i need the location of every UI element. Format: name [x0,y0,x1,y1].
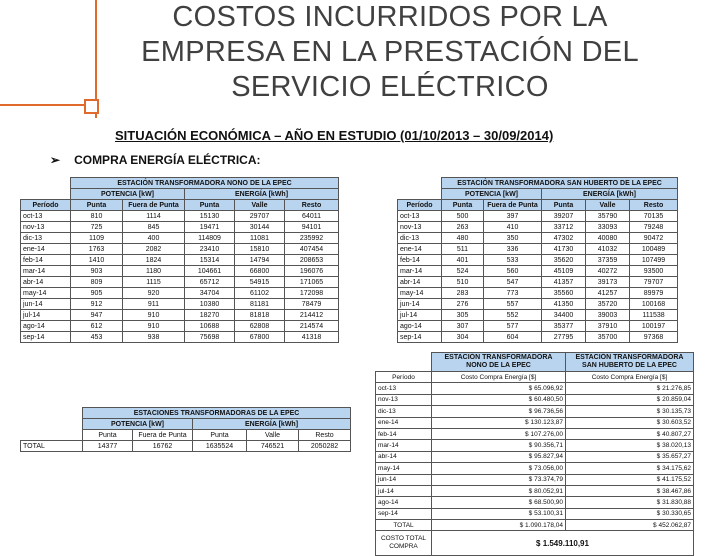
cell: 920 [123,288,185,299]
table-row [398,211,678,222]
cell: 557 [484,299,542,310]
cell: 30144 [235,222,285,233]
table-row [376,508,694,519]
cell: 938 [123,332,185,343]
cell: 37910 [586,321,630,332]
cell: $ 38.020,13 [566,440,694,451]
cell: 2050282 [299,441,351,452]
column-header: Fuera de Punta [484,200,542,211]
grand-total-row [376,531,694,556]
cell: 235992 [285,233,339,244]
column-header: Resto [299,430,351,441]
cell: $ 30.603,52 [566,417,694,428]
column-header-row [398,200,678,211]
cell: 1180 [123,266,185,277]
cell: 114809 [185,233,235,244]
bullet-text: COMPRA ENERGÍA ELÉCTRICA: [74,153,261,167]
cell: 845 [123,222,185,233]
cell: 15810 [235,244,285,255]
table-row [376,428,694,439]
table-row [376,497,694,508]
cell: $ 35.657,27 [566,451,694,462]
cell: 16762 [133,441,193,452]
cell: $ 90.356,71 [432,440,566,451]
column-header: Fuera de Punta [123,200,185,211]
group-header: POTENCIA [kW] [71,189,185,200]
table-row [398,222,678,233]
row-label: COSTO TOTAL COMPRA [376,531,432,556]
cell: 33712 [542,222,586,233]
table-san-huberto [397,177,678,343]
group-header: ENERGÍA [kWh] [542,189,678,200]
cell: 39207 [542,211,586,222]
table-title: ESTACIÓN TRANSFORMADORA NONO DE LA EPEC [71,178,339,189]
cell: 1410 [71,255,123,266]
cell: 35560 [542,288,586,299]
cell: 100197 [630,321,678,332]
cell: 90472 [630,233,678,244]
cell: 35720 [586,299,630,310]
cell: 910 [123,310,185,321]
cell: 552 [484,310,542,321]
column-header-row [21,200,339,211]
cell: 10380 [185,299,235,310]
table-row [21,266,339,277]
cell: $ 73.056,00 [432,463,566,474]
cell: 510 [442,277,484,288]
column-header: Valle [247,430,299,441]
table-row [21,321,339,332]
table-row [376,417,694,428]
table-row [376,406,694,417]
table-row [376,485,694,496]
period-cell: nov-13 [398,222,442,233]
period-cell: oct-13 [398,211,442,222]
table-row [376,383,694,394]
period-cell: sep-14 [21,332,71,343]
period-cell: feb-14 [21,255,71,266]
period-cell: mar-14 [376,440,432,451]
cell: 746521 [247,441,299,452]
cell: $ 1.090.178,04 [432,520,566,531]
period-cell: ago-14 [398,321,442,332]
cell: $ 30.330,65 [566,508,694,519]
cell: 41730 [542,244,586,255]
cell: $ 21.276,85 [566,383,694,394]
table-row [21,233,339,244]
total-row [376,520,694,531]
cell: 70135 [630,211,678,222]
table-row [21,288,339,299]
grand-total-value: $ 1.549.110,91 [432,531,694,556]
cell: $ 40.807,27 [566,428,694,439]
cell: $ 130.123,87 [432,417,566,428]
cell: 1824 [123,255,185,266]
cell: 35620 [542,255,586,266]
period-cell: ene-14 [398,244,442,255]
column-header: Punta [542,200,586,211]
cell: 41350 [542,299,586,310]
cell: 39173 [586,277,630,288]
table-title: ESTACIÓN TRANSFORMADORA SAN HUBERTO DE LA EPEC [442,178,678,189]
period-cell: may-14 [398,288,442,299]
cell: 23410 [185,244,235,255]
cell: 81181 [235,299,285,310]
cell: $ 41.175,52 [566,474,694,485]
cell: 407454 [285,244,339,255]
cell: 453 [71,332,123,343]
cell: 533 [484,255,542,266]
column-header-row [376,372,694,383]
cell: 35790 [586,211,630,222]
cell: 547 [484,277,542,288]
cell: 196076 [285,266,339,277]
cell: $ 34.175,62 [566,463,694,474]
cell: 912 [71,299,123,310]
cell: 809 [71,277,123,288]
cell: 15130 [185,211,235,222]
cell: 560 [484,266,542,277]
period-cell: may-14 [376,463,432,474]
period-cell: feb-14 [376,428,432,439]
cell: 34400 [542,310,586,321]
cell: 100168 [630,299,678,310]
cell: $ 80.052,91 [432,485,566,496]
cell: 67800 [235,332,285,343]
cell: 304 [442,332,484,343]
period-cell: may-14 [21,288,71,299]
total-row [21,441,351,452]
cell: 15314 [185,255,235,266]
cell: 34704 [185,288,235,299]
cell: 45109 [542,266,586,277]
cell: $ 20.859,04 [566,394,694,405]
cell: 79248 [630,222,678,233]
period-cell: nov-13 [376,394,432,405]
cell: 14794 [235,255,285,266]
cell: 276 [442,299,484,310]
cell: 27795 [542,332,586,343]
period-cell: sep-14 [376,508,432,519]
cell: 171065 [285,277,339,288]
cell: 66800 [235,266,285,277]
column-header: Punta [71,200,123,211]
row-label: TOTAL [21,441,83,452]
table-row [398,288,678,299]
cell: 41032 [586,244,630,255]
cell: $ 95.827,94 [432,451,566,462]
cell: 903 [71,266,123,277]
cell: 410 [484,222,542,233]
table-costs [375,352,694,556]
table-row [21,222,339,233]
cell: 100489 [630,244,678,255]
table-row [398,321,678,332]
group-header: ENERGÍA [kWh] [193,419,351,430]
cell: 214412 [285,310,339,321]
cell: 911 [123,299,185,310]
table-row [398,277,678,288]
cell: 33093 [586,222,630,233]
table-title: ESTACIÓN TRANSFORMADORA SAN HUBERTO DE LA EPEC [566,353,694,372]
column-header: Punta [442,200,484,211]
title-line: EMPRESA EN LA PRESTACIÓN DEL [141,36,639,68]
period-cell: nov-13 [21,222,71,233]
cell: 910 [123,321,185,332]
page-title [100,0,680,105]
table-row [376,394,694,405]
cell: 905 [71,288,123,299]
cell: 104661 [185,266,235,277]
table-row [398,255,678,266]
cell: 19471 [185,222,235,233]
cell: 65712 [185,277,235,288]
cell: 47302 [542,233,586,244]
cell: 29707 [235,211,285,222]
cell: $ 30.135,73 [566,406,694,417]
period-cell: dic-13 [376,406,432,417]
column-header: Costo Compra Energía [$] [566,372,694,383]
cell: 89979 [630,288,678,299]
cell: 307 [442,321,484,332]
cell: $ 60.480,50 [432,394,566,405]
cell: 725 [71,222,123,233]
cell: $ 73.374,79 [432,474,566,485]
cell: 480 [442,233,484,244]
cell: 41357 [542,277,586,288]
table-row [398,233,678,244]
period-cell: ago-14 [21,321,71,332]
period-cell: dic-13 [21,233,71,244]
table-row [398,266,678,277]
column-header: Costo Compra Energía [$] [432,372,566,383]
table-nono [20,177,339,343]
period-cell: ene-14 [21,244,71,255]
column-header: Resto [285,200,339,211]
cell: 107499 [630,255,678,266]
arrow-right-icon: ➢ [50,153,61,167]
period-cell: mar-14 [398,266,442,277]
cell: 62808 [235,321,285,332]
period-cell: dic-13 [398,233,442,244]
table-body [376,372,694,520]
period-cell: abr-14 [21,277,71,288]
column-header: Período [398,200,442,211]
cell: 577 [484,321,542,332]
cell: 208653 [285,255,339,266]
cell: $ 53.100,31 [432,508,566,519]
table-row [398,299,678,310]
table-row [398,332,678,343]
cell: 214574 [285,321,339,332]
table-row [21,255,339,266]
period-cell: abr-14 [398,277,442,288]
table-row [398,310,678,321]
table-row [21,277,339,288]
column-header: Valle [235,200,285,211]
cell: 37359 [586,255,630,266]
cell: $ 65.096,92 [432,383,566,394]
period-cell: ago-14 [376,497,432,508]
cell: 111538 [630,310,678,321]
group-header: POTENCIA [kW] [442,189,542,200]
cell: 511 [442,244,484,255]
period-cell: sep-14 [398,332,442,343]
period-cell: jun-14 [398,299,442,310]
cell: $ 38.467,86 [566,485,694,496]
cell: $ 107.276,00 [432,428,566,439]
group-header: POTENCIA [kW] [83,419,193,430]
table-title: ESTACIÓN TRANSFORMADORA NONO DE LA EPEC [432,353,566,372]
cell: 773 [484,288,542,299]
cell: 97368 [630,332,678,343]
accent-line-horizontal [0,104,97,106]
column-header: Punta [193,430,247,441]
cell: 93500 [630,266,678,277]
period-cell: oct-13 [376,383,432,394]
table-row [21,211,339,222]
column-header: Fuera de Punta [133,430,193,441]
period-cell: ene-14 [376,417,432,428]
cell: 40080 [586,233,630,244]
title-line: COSTOS INCURRIDOS POR LA [172,1,608,33]
cell: 397 [484,211,542,222]
cell: 947 [71,310,123,321]
column-header: Punta [83,430,133,441]
cell: 35377 [542,321,586,332]
cell: 350 [484,233,542,244]
table-row [21,310,339,321]
cell: 524 [442,266,484,277]
cell: 1635524 [193,441,247,452]
cell: 1763 [71,244,123,255]
table-row [376,463,694,474]
cell: 54915 [235,277,285,288]
cell: 612 [71,321,123,332]
cell: 61102 [235,288,285,299]
period-cell: jul-14 [21,310,71,321]
period-cell: abr-14 [376,451,432,462]
period-cell: jun-14 [376,474,432,485]
table-row [398,244,678,255]
cell: 305 [442,310,484,321]
cell: $ 452.062,87 [566,520,694,531]
table-body [21,200,339,343]
cell: 500 [442,211,484,222]
column-header: Período [21,200,71,211]
period-cell: jun-14 [21,299,71,310]
table-row [376,451,694,462]
group-header: ENERGÍA [kWh] [185,189,339,200]
cell: 40272 [586,266,630,277]
cell: 75698 [185,332,235,343]
cell: 81818 [235,310,285,321]
table-row [376,440,694,451]
period-cell: oct-13 [21,211,71,222]
column-header: Punta [185,200,235,211]
table-row [21,299,339,310]
subtitle: SITUACIÓN ECONÓMICA – AÑO EN ESTUDIO (01/10/2013 – 30/09/2014) [115,128,554,143]
cell: 400 [123,233,185,244]
cell: $ 68.500,90 [432,497,566,508]
cell: 11081 [235,233,285,244]
cell: 18270 [185,310,235,321]
cell: 263 [442,222,484,233]
column-header: Resto [630,200,678,211]
table-title: ESTACIONES TRANSFORMADORAS DE LA EPEC [83,408,351,419]
cell: 172098 [285,288,339,299]
period-cell: mar-14 [21,266,71,277]
cell: 1115 [123,277,185,288]
cell: 1109 [71,233,123,244]
cell: 604 [484,332,542,343]
cell: 2082 [123,244,185,255]
cell: 1114 [123,211,185,222]
table-body [398,200,678,343]
row-label: TOTAL [376,520,432,531]
bullet-item [50,153,261,167]
cell: 336 [484,244,542,255]
table-row [21,244,339,255]
cell: 39003 [586,310,630,321]
table-row [21,332,339,343]
table-totals [20,407,351,452]
accent-square [84,99,99,114]
cell: 41318 [285,332,339,343]
cell: 64011 [285,211,339,222]
column-header: Período [376,372,432,383]
cell: 41257 [586,288,630,299]
column-header: Valle [586,200,630,211]
title-line: SERVICIO ELÉCTRICO [231,71,549,103]
cell: 35700 [586,332,630,343]
period-cell: feb-14 [398,255,442,266]
table-row [376,474,694,485]
cell: 401 [442,255,484,266]
cell: 94101 [285,222,339,233]
period-cell: jul-14 [376,485,432,496]
period-cell: jul-14 [398,310,442,321]
cell: 810 [71,211,123,222]
cell: 10688 [185,321,235,332]
cell: $ 31.830,88 [566,497,694,508]
cell: 79707 [630,277,678,288]
cell: 14377 [83,441,133,452]
cell: 283 [442,288,484,299]
cell: 78479 [285,299,339,310]
cell: $ 96.736,56 [432,406,566,417]
